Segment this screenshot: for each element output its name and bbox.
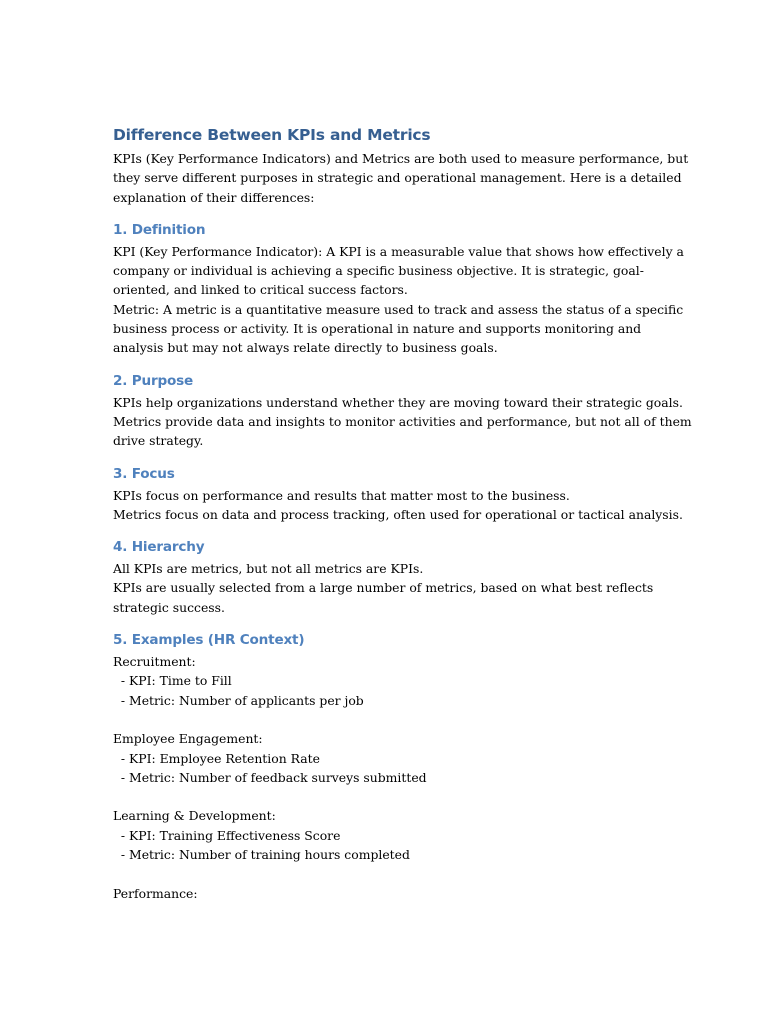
section-body-focus bbox=[113, 486, 683, 525]
example-group-label: Employee Engagement: bbox=[113, 731, 263, 747]
intro-paragraph bbox=[113, 149, 689, 207]
example-group-label: Performance: bbox=[113, 885, 198, 901]
section-body-definition bbox=[113, 242, 684, 358]
example-kpi-line: - KPI: Employee Retention Rate bbox=[113, 750, 320, 766]
body-line: business process or activity. It is operational in nature and supports monitoring and bbox=[113, 321, 642, 337]
blank-line bbox=[113, 710, 658, 729]
blank-line bbox=[113, 787, 658, 806]
body-line: Metrics provide data and insights to monitor activities and performance, but not all of them bbox=[113, 413, 692, 429]
section-heading-focus: 3. Focus bbox=[113, 465, 175, 482]
example-group-label: Recruitment: bbox=[113, 654, 196, 670]
example-kpi-line: - KPI: Time to Fill bbox=[113, 673, 232, 689]
section-heading-examples: 5. Examples (HR Context) bbox=[113, 632, 305, 649]
body-line: analysis but may not always relate directly to business goals. bbox=[113, 340, 498, 356]
example-metric-line: - Metric: Number of feedback surveys submitted bbox=[113, 769, 427, 785]
body-line: Metrics focus on data and process tracking, often used for operational or tactical analysis. bbox=[113, 506, 683, 522]
intro-line: explanation of their differences: bbox=[113, 189, 315, 205]
section-body-hierarchy bbox=[113, 559, 658, 617]
body-line: All KPIs are metrics, but not all metrics are KPIs. bbox=[113, 561, 424, 577]
intro-line: they serve different purposes in strategic and operational management. Here is a detailed bbox=[113, 170, 682, 186]
section-heading-purpose: 2. Purpose bbox=[113, 372, 194, 389]
document-page bbox=[113, 124, 692, 903]
body-line: KPIs help organizations understand whether they are moving toward their strategic goals. bbox=[113, 394, 683, 410]
body-line: KPI (Key Performance Indicator): A KPI is a measurable value that shows how effectively a bbox=[113, 243, 684, 259]
body-line: KPIs focus on performance and results that matter most to the business. bbox=[113, 487, 570, 503]
intro-line: KPIs (Key Performance Indicators) and Metrics are both used to measure performance, but bbox=[113, 151, 689, 166]
body-line: strategic success. bbox=[113, 599, 225, 615]
example-metric-line: - Metric: Number of applicants per job bbox=[113, 692, 364, 708]
section-body-purpose bbox=[113, 393, 692, 451]
section-heading-definition: 1. Definition bbox=[113, 221, 206, 238]
example-group-label: Learning & Development: bbox=[113, 808, 276, 824]
section-heading-hierarchy: 4. Hierarchy bbox=[113, 539, 205, 556]
example-metric-line: - Metric: Number of training hours completed bbox=[113, 847, 410, 863]
blank-line bbox=[113, 864, 658, 883]
body-line: oriented, and linked to critical success factors. bbox=[113, 282, 408, 298]
body-line: Metric: A metric is a quantitative measure used to track and assess the status of a specific bbox=[113, 301, 684, 317]
body-line: KPIs are usually selected from a large number of metrics, based on what best reflects bbox=[113, 580, 654, 596]
document-title: Difference Between KPIs and Metrics bbox=[113, 126, 431, 144]
example-kpi-line: - KPI: Training Effectiveness Score bbox=[113, 827, 341, 843]
body-line: drive strategy. bbox=[113, 433, 204, 449]
section-body-examples bbox=[113, 652, 658, 903]
body-line: company or individual is achieving a specific business objective. It is strategic, goal- bbox=[113, 263, 644, 279]
